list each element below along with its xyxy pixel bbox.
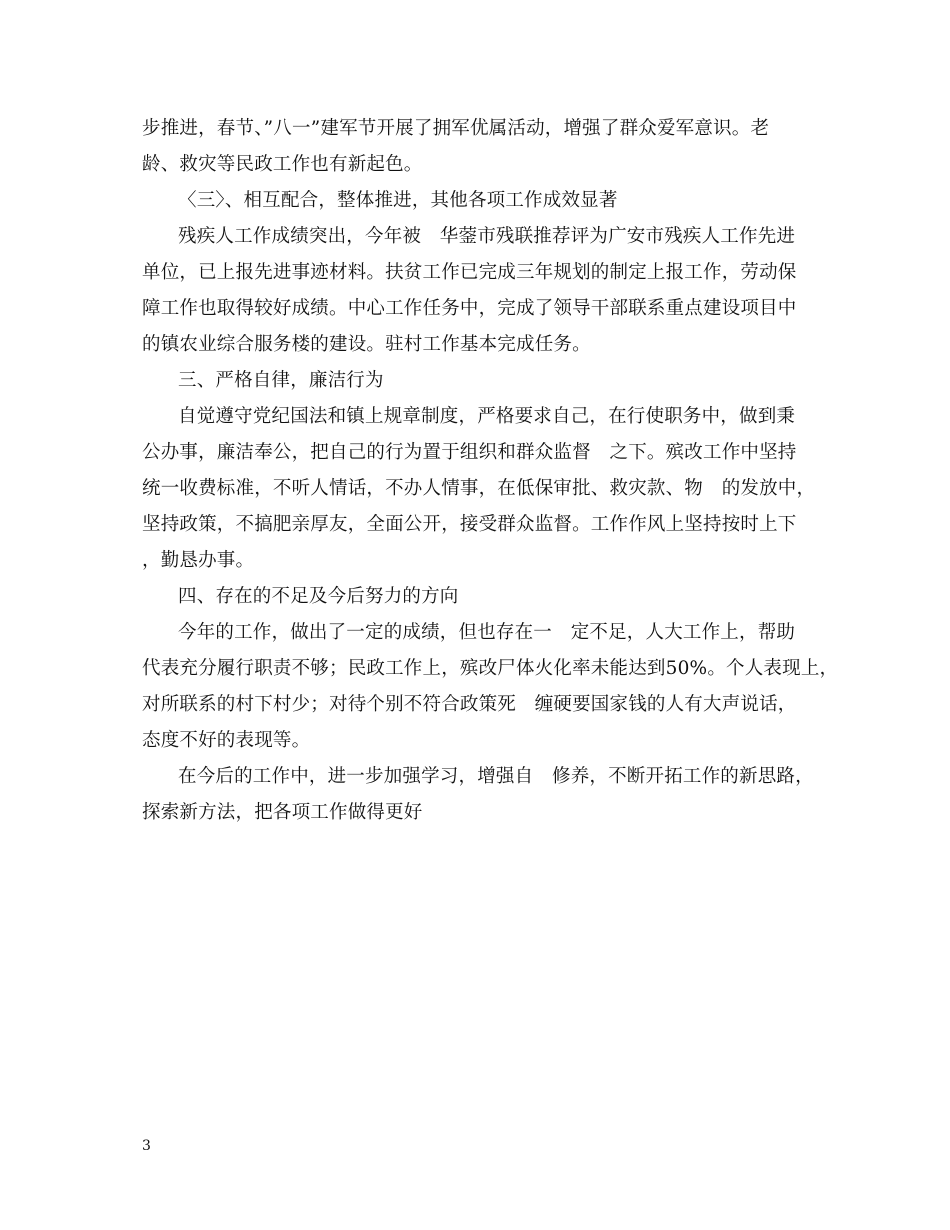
body-text-line: 单位，已上报先进事迹材料。扶贫工作已完成三年规划的制定上报工作，劳动保 bbox=[142, 262, 797, 283]
section-heading: 〈三〉、相互配合，整体推进，其他各项工作成效显著 bbox=[178, 190, 618, 211]
body-text-line: 态度不好的表现等。 bbox=[142, 730, 311, 751]
page-number: 3 bbox=[142, 1138, 151, 1154]
section-heading: 四、存在的不足及今后努力的方向 bbox=[178, 586, 459, 607]
body-text-line: 今年的工作，做出了一定的成绩，但也存在一 定不足，人大工作上，帮助 bbox=[178, 622, 796, 643]
body-text-line: 在今后的工作中，进一步加强学习，增强自 修养，不断开拓工作的新思路， bbox=[178, 766, 814, 787]
body-text-line: 探索新方法，把各项工作做得更好 bbox=[142, 802, 423, 823]
body-text-line: 步推进，春节、”八一”建军节开展了拥军优属活动，增强了群众爱军意识。老 bbox=[142, 118, 770, 139]
body-text-line: 对所联系的村下村少；对待个别不符合政策死 缠硬要国家钱的人有大声说话， bbox=[142, 694, 797, 715]
body-text-line: 统一收费标准，不听人情话，不办人情事，在低保审批、救灾款、物 的发放中， bbox=[142, 478, 816, 499]
body-text-line: 障工作也取得较好成绩。中心工作任务中，完成了领导干部联系重点建设项目中 bbox=[142, 298, 797, 319]
section-heading: 三、严格自律，廉洁行为 bbox=[178, 370, 384, 391]
body-text-line: 龄、救灾等民政工作也有新起色。 bbox=[142, 154, 423, 175]
body-text-line: 代表充分履行职责不够；民政工作上，殡改尸体火化率未能达到50%。个人表现上， bbox=[142, 658, 839, 679]
body-text-line: 自觉遵守党纪国法和镇上规章制度，严格要求自己，在行使职务中，做到秉 bbox=[178, 406, 796, 427]
body-text-line: 坚持政策，不搞肥亲厚友，全面公开，接受群众监督。工作作风上坚持按时上下 bbox=[142, 514, 797, 535]
body-text-line: 的镇农业综合服务楼的建设。驻村工作基本完成任务。 bbox=[142, 334, 591, 355]
body-text-line: 残疾人工作成绩突出，今年被 华蓥市残联推荐评为广安市残疾人工作先进 bbox=[178, 226, 796, 247]
body-text-line: 公办事，廉洁奉公，把自己的行为置于组织和群众监督 之下。殡改工作中坚持 bbox=[142, 442, 797, 463]
body-text-line: ，勤恳办事。 bbox=[142, 550, 255, 571]
